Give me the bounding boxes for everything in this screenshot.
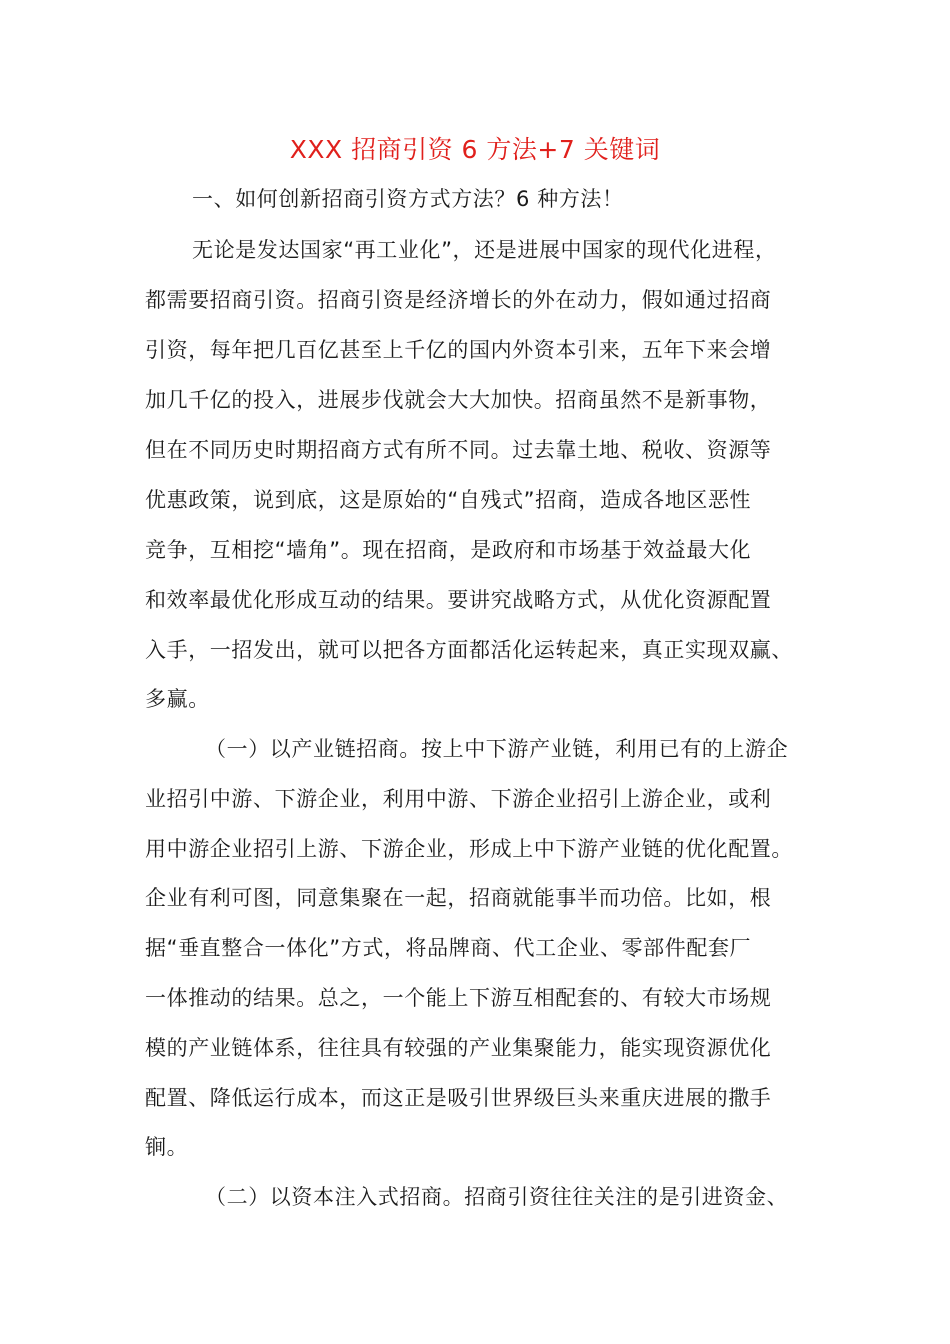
paragraph-line: 入手，一招发出，就可以把各方面都活化运转起来，真正实现双赢、 (145, 638, 793, 662)
document-title: XXX 招商引资 6 方法+7 关键词 (289, 135, 661, 164)
paragraph-line: 据“垂直整合一体化”方式，将品牌商、代工企业、零部件配套厂 (145, 936, 752, 960)
paragraph-line: 但在不同历史时期招商方式有所不同。过去靠土地、税收、资源等 (145, 438, 772, 462)
paragraph-line: 竞争，互相挖“墙角”。现在招商，是政府和市场基于效益最大化 (145, 538, 752, 562)
paragraph-line: 无论是发达国家“再工业化”，还是进展中国家的现代化进程， (192, 238, 777, 262)
paragraph-line: 企业有利可图，同意集聚在一起，招商就能事半而功倍。比如，根 (145, 886, 772, 910)
paragraph-line: 多赢。 (145, 687, 210, 711)
paragraph-line: 模的产业链体系，往往具有较强的产业集聚能力，能实现资源优化 (145, 1036, 772, 1060)
section-heading: 一、如何创新招商引资方式方法？6 种方法！ (192, 187, 624, 211)
paragraph-line: 用中游企业招引上游、下游企业，形成上中下游产业链的优化配置。 (145, 837, 793, 861)
paragraph-line: 一体推动的结果。总之，一个能上下游互相配套的、有较大市场规 (145, 986, 772, 1010)
paragraph-line: （一）以产业链招商。按上中下游产业链，利用已有的上游企 (205, 737, 789, 761)
paragraph-line: 引资，每年把几百亿甚至上千亿的国内外资本引来，五年下来会增 (145, 338, 772, 362)
paragraph-line: 配置、降低运行成本，而这正是吸引世界级巨头来重庆进展的撒手 (145, 1086, 772, 1110)
paragraph-line: 和效率最优化形成互动的结果。要讲究战略方式，从优化资源配置 (145, 588, 772, 612)
paragraph-line: 加几千亿的投入，进展步伐就会大大加快。招商虽然不是新事物， (145, 388, 772, 412)
paragraph-line: （二）以资本注入式招商。招商引资往往关注的是引进资金、 (205, 1185, 789, 1209)
paragraph-line: 都需要招商引资。招商引资是经济增长的外在动力，假如通过招商 (145, 288, 772, 312)
paragraph-line: 优惠政策，说到底，这是原始的“自残式”招商，造成各地区恶性 (145, 488, 752, 512)
paragraph-line: 锏。 (145, 1135, 189, 1159)
paragraph-line: 业招引中游、下游企业，利用中游、下游企业招引上游企业，或利 (145, 787, 772, 811)
